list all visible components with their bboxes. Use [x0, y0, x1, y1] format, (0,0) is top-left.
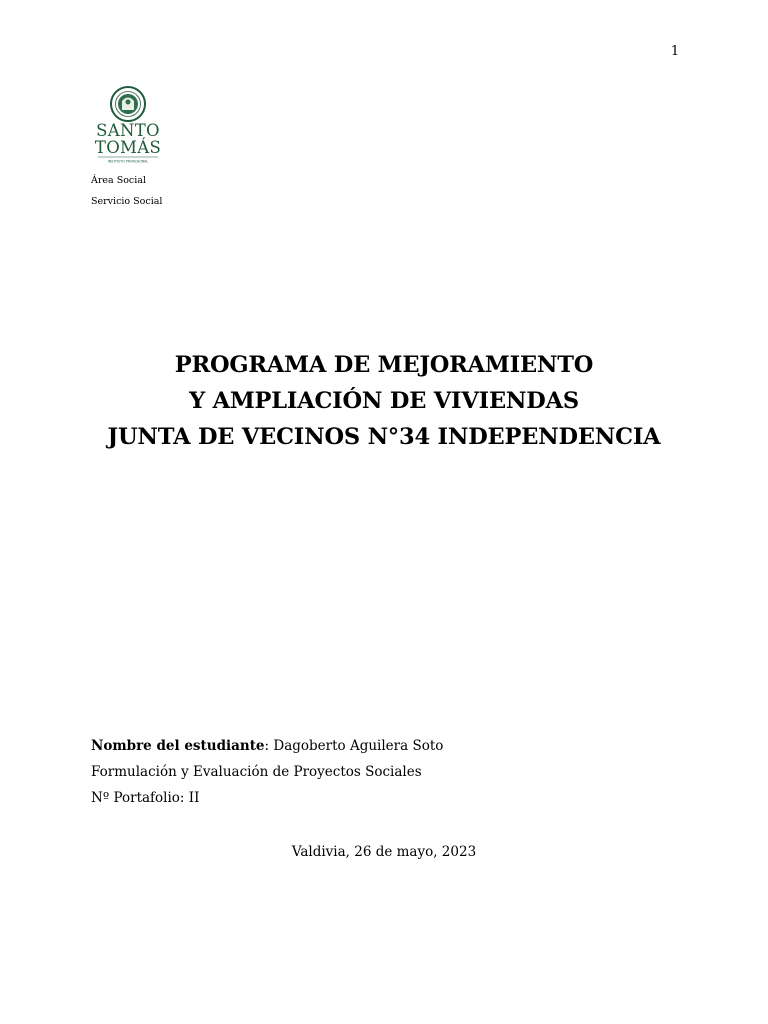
santo-tomas-logo — [88, 84, 168, 166]
title-line-1: PROGRAMA DE MEJORAMIENTO — [174, 352, 594, 378]
place-date: Valdivia, 26 de mayo, 2023 — [291, 844, 477, 860]
page-number: 1 — [670, 44, 680, 59]
service-label: Servicio Social — [91, 196, 163, 207]
student-line — [91, 737, 443, 755]
logo-line2: TOMÁS — [94, 138, 162, 157]
student-name: Dagoberto Aguilera Soto — [273, 738, 444, 754]
area-label: Área Social — [91, 175, 146, 186]
title-line-2: Y AMPLIACIÓN DE VIVIENDAS — [189, 388, 579, 414]
logo-tagline: INSTITUTO PROFESIONAL — [107, 159, 149, 164]
student-label: Nombre del estudiante — [91, 738, 265, 754]
seal-icon — [111, 87, 145, 121]
document-title — [0, 347, 768, 455]
course-name: Formulación y Evaluación de Proyectos Sociales — [91, 764, 422, 780]
student-separator: : — [264, 738, 274, 754]
portfolio-number: Nº Portafolio: II — [91, 790, 200, 806]
logo-line1: SANTO — [96, 121, 160, 140]
title-line-3: JUNTA DE VECINOS N°34 INDEPENDENCIA — [107, 424, 661, 450]
